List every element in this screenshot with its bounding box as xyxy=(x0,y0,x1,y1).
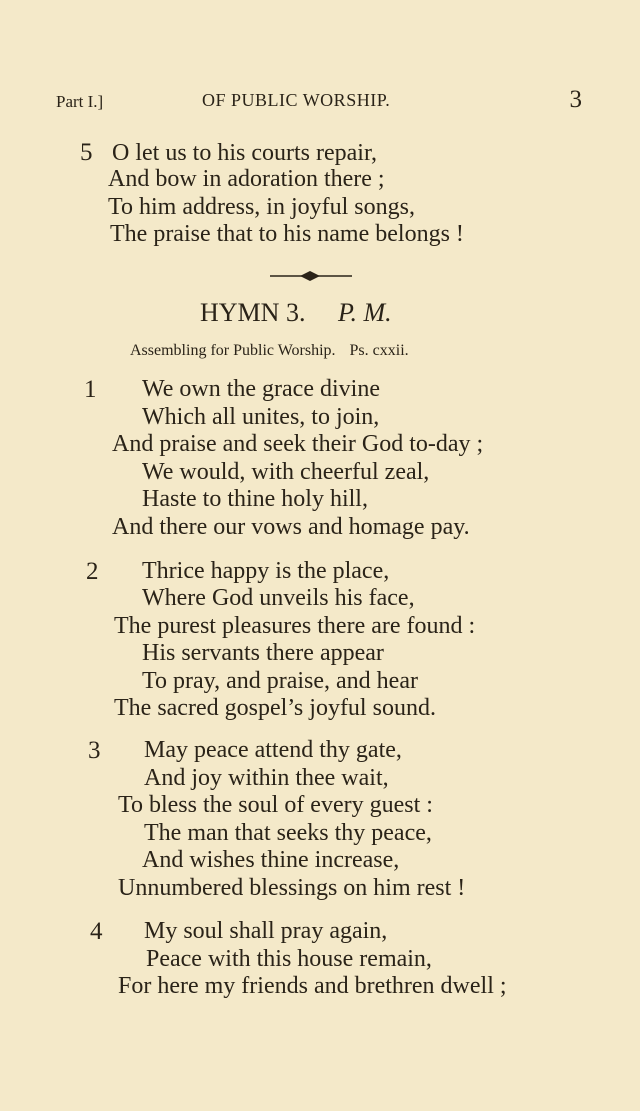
verse-line: Peace with this house remain, xyxy=(146,946,432,972)
part-label: Part I.] xyxy=(56,92,104,111)
verse-line: To him address, in joyful songs, xyxy=(108,194,415,220)
psalm-reference: Ps. cxxii. xyxy=(349,342,409,359)
stanza-number: 5 xyxy=(80,139,93,166)
hymn-title xyxy=(200,298,392,328)
verse-line: His servants there appear xyxy=(142,640,384,666)
verse-line: May peace attend thy gate, xyxy=(144,737,402,763)
verse-line: And wishes thine increase, xyxy=(142,847,400,873)
verse-line: To pray, and praise, and hear xyxy=(142,668,418,694)
ornamental-divider xyxy=(270,268,352,284)
verse-line: For here my friends and brethren dwell ; xyxy=(118,973,507,999)
verse-line: The praise that to his name belongs ! xyxy=(110,221,464,247)
verse-line: Thrice happy is the place, xyxy=(142,558,390,584)
verse-line: And praise and seek their God to-day ; xyxy=(112,431,484,457)
stanza-number: 4 xyxy=(90,918,103,945)
verse-line: The sacred gospel’s joyful sound. xyxy=(114,695,436,721)
stanza-number: 3 xyxy=(88,737,101,764)
verse-line: O let us to his courts repair, xyxy=(112,140,377,166)
verse-line: To bless the soul of every guest : xyxy=(118,792,433,818)
verse-line: Which all unites, to join, xyxy=(142,404,380,430)
stanza-number: 2 xyxy=(86,558,99,585)
verse-line: My soul shall pray again, xyxy=(144,918,388,944)
stanza-number: 1 xyxy=(84,376,97,403)
hymn-subtitle xyxy=(130,342,409,360)
page-number: 3 xyxy=(569,86,582,113)
hymn-meter: P. M. xyxy=(337,298,392,327)
verse-line: And bow in adoration there ; xyxy=(108,166,385,192)
running-title: OF PUBLIC WORSHIP. xyxy=(202,90,391,110)
running-header xyxy=(56,86,582,116)
verse-line: The purest pleasures there are found : xyxy=(114,613,476,639)
verse-line: Unnumbered blessings on him rest ! xyxy=(118,875,466,901)
verse-line: We own the grace divine xyxy=(142,376,380,402)
hymn-number: HYMN 3. xyxy=(200,298,306,327)
verse-line: Haste to thine holy hill, xyxy=(142,486,368,512)
hymn-subject: Assembling for Public Worship. xyxy=(130,342,336,359)
verse-line: The man that seeks thy peace, xyxy=(144,820,432,846)
verse-line: We would, with cheerful zeal, xyxy=(142,459,430,485)
verse-line: And joy within thee wait, xyxy=(144,765,389,791)
verse-line: And there our vows and homage pay. xyxy=(112,514,470,540)
verse-line: Where God unveils his face, xyxy=(142,585,415,611)
